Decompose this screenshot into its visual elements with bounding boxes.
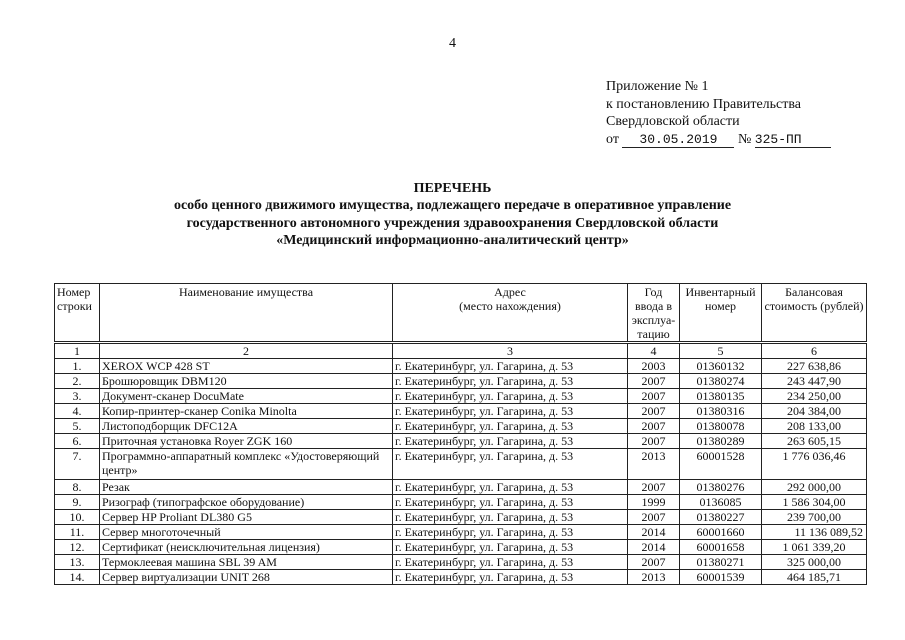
item-address: г. Екатеринбург, ул. Гагарина, д. 53 [393,389,628,404]
table-row [55,419,867,434]
appendix-reference: к постановлению Правительства [606,96,802,112]
row-number: 6. [55,434,100,449]
page-number: 4 [449,36,456,51]
item-cost: 208 133,00 [762,419,867,434]
item-name: Термоклеевая машина SBL 39 AM [100,555,393,570]
item-cost: 239 700,00 [762,510,867,525]
appendix-block [606,78,831,148]
item-cost: 263 605,15 [762,434,867,449]
item-name: Сервер виртуализации UNIT 268 [100,570,393,585]
item-cost: 292 000,00 [762,480,867,495]
item-year: 2007 [628,404,680,419]
item-year: 2014 [628,540,680,555]
item-inventory: 01380227 [680,510,762,525]
item-cost: 1 586 304,00 [762,495,867,510]
item-year: 1999 [628,495,680,510]
item-year: 2007 [628,510,680,525]
column-number: 1 [55,343,100,359]
header-address-line-1: Адрес [494,285,526,299]
row-number: 2. [55,374,100,389]
item-inventory: 01380274 [680,374,762,389]
row-number: 10. [55,510,100,525]
row-number: 13. [55,555,100,570]
item-cost: 1 061 339,20 [762,540,867,555]
heading-line-3: «Медицинский информационно-аналитический центр» [276,233,629,249]
item-inventory: 01380271 [680,555,762,570]
item-address: г. Екатеринбург, ул. Гагарина, д. 53 [393,374,628,389]
appendix-date-line [606,131,831,149]
header-address [393,284,628,343]
date-prefix: от [606,131,619,147]
item-year: 2007 [628,374,680,389]
item-year: 2007 [628,434,680,449]
appendix-title: Приложение № 1 [606,79,709,94]
item-name: Приточная установка Royer ZGK 160 [100,434,393,449]
decree-number: 325-ПП [755,132,831,148]
item-inventory: 01380135 [680,389,762,404]
header-year: Год ввода в эксплуа-тацию [628,284,680,343]
item-name: Сертификат (неисключительная лицензия) [100,540,393,555]
column-number: 6 [762,343,867,359]
table-row [55,359,867,374]
table-row [55,389,867,404]
item-name: Резак [100,480,393,495]
column-number: 3 [393,343,628,359]
item-address: г. Екатеринбург, ул. Гагарина, д. 53 [393,419,628,434]
row-number: 4. [55,404,100,419]
table-row [55,525,867,540]
row-number: 11. [55,525,100,540]
header-balance: Балансовая стоимость (рублей) [762,284,867,343]
column-number: 4 [628,343,680,359]
property-table [54,283,867,585]
item-name: XEROX WCP 428 ST [100,359,393,374]
item-cost: 243 447,90 [762,374,867,389]
item-name: Документ-сканер DocuMate [100,389,393,404]
item-address: г. Екатеринбург, ул. Гагарина, д. 53 [393,359,628,374]
table-row [55,540,867,555]
row-number: 7. [55,449,100,480]
item-inventory: 60001528 [680,449,762,480]
item-inventory: 0136085 [680,495,762,510]
item-inventory: 01380276 [680,480,762,495]
item-name: Ризограф (типографское оборудование) [100,495,393,510]
item-address: г. Екатеринбург, ул. Гагарина, д. 53 [393,480,628,495]
item-year: 2003 [628,359,680,374]
item-cost: 11 136 089,52 [762,525,867,540]
item-year: 2007 [628,480,680,495]
item-year: 2007 [628,555,680,570]
row-number: 3. [55,389,100,404]
item-address: г. Екатеринбург, ул. Гагарина, д. 53 [393,570,628,585]
item-name: Листоподборщик DFC12A [100,419,393,434]
row-number: 12. [55,540,100,555]
item-address: г. Екатеринбург, ул. Гагарина, д. 53 [393,540,628,555]
item-name: Брошюровщик DBM120 [100,374,393,389]
table-row [55,555,867,570]
item-cost: 464 185,71 [762,570,867,585]
item-address: г. Екатеринбург, ул. Гагарина, д. 53 [393,434,628,449]
item-name: Сервер многоточечный [100,525,393,540]
item-inventory: 01380078 [680,419,762,434]
heading-line-1: особо ценного движимого имущества, подлежащего передаче в оперативное управление [173,198,732,214]
item-inventory: 01360132 [680,359,762,374]
row-number: 14. [55,570,100,585]
item-name: Сервер HP Proliant DL380 G5 [100,510,393,525]
table-row [55,495,867,510]
item-inventory: 01380289 [680,434,762,449]
table-row [55,570,867,585]
item-cost: 325 000,00 [762,555,867,570]
table-row [55,374,867,389]
row-number: 5. [55,419,100,434]
item-address: г. Екатеринбург, ул. Гагарина, д. 53 [393,510,628,525]
appendix-region: Свердловской области [606,114,740,129]
item-address: г. Екатеринбург, ул. Гагарина, д. 53 [393,404,628,419]
item-address: г. Екатеринбург, ул. Гагарина, д. 53 [393,495,628,510]
item-year: 2013 [628,449,680,480]
item-cost: 1 776 036,46 [762,449,867,480]
item-year: 2007 [628,389,680,404]
header-address-line-2: (место нахождения) [459,299,561,313]
item-year: 2014 [628,525,680,540]
item-cost: 234 250,00 [762,389,867,404]
item-inventory: 01380316 [680,404,762,419]
table-row [55,510,867,525]
heading-title: ПЕРЕЧЕНЬ [413,181,492,196]
header-row-number: Номер строки [55,284,100,343]
column-number: 2 [100,343,393,359]
item-inventory: 60001660 [680,525,762,540]
decree-date: 30.05.2019 [622,132,734,148]
row-number: 8. [55,480,100,495]
row-number: 1. [55,359,100,374]
table-row [55,434,867,449]
header-name: Наименование имущества [100,284,393,343]
table-row [55,404,867,419]
item-address: г. Екатеринбург, ул. Гагарина, д. 53 [393,525,628,540]
number-prefix: № [737,131,752,147]
item-name: Копир-принтер-сканер Conika Minolta [100,404,393,419]
column-number-row [55,343,867,359]
item-inventory: 60001539 [680,570,762,585]
item-name: Программно-аппаратный комплекс «Удостоверяющий центр» [100,449,393,480]
heading-line-2: государственного автономного учреждения здравоохранения Свердловской области [186,215,719,231]
column-number: 5 [680,343,762,359]
item-cost: 204 384,00 [762,404,867,419]
item-inventory: 60001658 [680,540,762,555]
table-row [55,480,867,495]
table-header-row [55,284,867,343]
item-year: 2007 [628,419,680,434]
item-year: 2013 [628,570,680,585]
document-heading [0,180,905,250]
item-address: г. Екатеринбург, ул. Гагарина, д. 53 [393,555,628,570]
item-cost: 227 638,86 [762,359,867,374]
row-number: 9. [55,495,100,510]
table-row [55,449,867,480]
item-address: г. Екатеринбург, ул. Гагарина, д. 53 [393,449,628,480]
header-inventory: Инвентарный номер [680,284,762,343]
